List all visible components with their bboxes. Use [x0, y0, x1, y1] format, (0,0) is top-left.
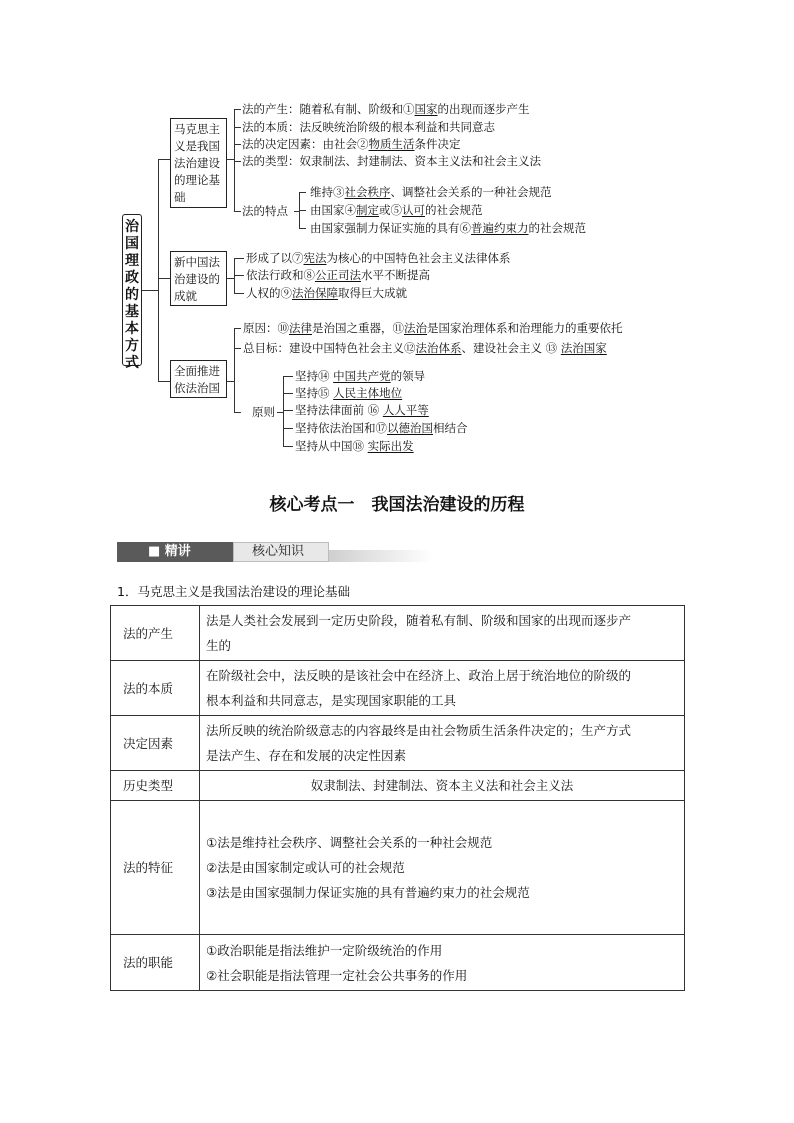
table-row-head: 法的产生: [111, 606, 200, 661]
branch2-item-2: 依法行政和⑧公正司法水平不断提高: [246, 268, 430, 282]
table-row: [111, 606, 685, 661]
table-row-content: 在阶级社会中，法反映的是该社会中在经济上、政治上居于统治地位的阶级的 根本利益和共同意志，是实现国家职能的工具: [200, 661, 685, 716]
branch2-item-3: 人权的⑨法治保障取得巨大成就: [246, 286, 407, 300]
branch1-sub-item-3: 由国家强制力保证实施的具有⑥普遍约束力的社会规范: [310, 221, 586, 235]
table-row: [111, 801, 685, 935]
branch1-sub-item-2: 由国家④制定或⑤认可的社会规范: [310, 203, 483, 217]
branch1-sub-label: 法的特点: [242, 204, 288, 218]
table-row: [111, 661, 685, 716]
branch1-item-3: 法的决定因素：由社会②物质生活条件决定: [242, 137, 461, 151]
branch1-item-4: 法的类型：奴隶制法、封建制法、资本主义法和社会主义法: [242, 154, 541, 168]
section-title: 1．马克思主义是我国法治建设的理论基础: [117, 584, 350, 599]
table-row-head: 决定因素: [111, 716, 200, 771]
branch3-goal: 总目标：建设中国特色社会主义⑫法治体系、建设社会主义 ⑬ 法治国家: [243, 341, 607, 355]
table-row: [111, 935, 685, 991]
principle-4: 坚持依法治国和⑰以德治国相结合: [295, 421, 468, 435]
table-row-head: 法的本质: [111, 661, 200, 716]
branch-box-achievements: 新中国法治建设的成就: [170, 251, 227, 306]
branch1-sub-item-1: 维持③社会秩序、调整社会关系的一种社会规范: [310, 185, 552, 199]
branch3-principle-label: 原则: [252, 405, 275, 419]
table-row-content: ①法是维持社会秩序、调整社会关系的一种社会规范 ②法是由国家制定或认可的社会规范 ③法是由国家强制力保证实施的具有普遍约束力的社会规范: [200, 801, 685, 935]
table-row-content: 法是人类社会发展到一定历史阶段，随着私有制、阶级和国家的出现而逐步产 生的: [200, 606, 685, 661]
table-row-content: 法所反映的统治阶级意志的内容最终是由社会物质生活条件决定的；生产方式 是法产生、存在和发展的决定性因素: [200, 716, 685, 771]
principle-3: 坚持法律面前 ⑯ 人人平等: [295, 403, 429, 417]
mindmap-root: 治国理政的基本方式: [122, 214, 142, 366]
branch-box-rule-of-law: 全面推进依法治国: [170, 360, 227, 398]
branch2-item-1: 形成了以⑦宪法为核心的中国特色社会主义法律体系: [246, 251, 511, 265]
principle-2: 坚持⑮ 人民主体地位: [295, 386, 403, 400]
principle-5: 坚持从中国⑱ 实际出发: [295, 439, 414, 453]
principle-1: 坚持⑭ 中国共产党的领导: [295, 369, 426, 383]
table-row: [111, 716, 685, 771]
table-row-head: 历史类型: [111, 771, 200, 801]
branch3-reason: 原因：⑩法律是治国之重器，⑪法治是国家治理体系和治理能力的重要依托: [243, 321, 623, 335]
table-row: [111, 771, 685, 801]
branch-box-marxism: 马克思主义是我国法治建设的理论基础: [170, 118, 227, 208]
knowledge-table: [110, 605, 685, 991]
table-row-head: 法的特征: [111, 801, 200, 935]
tag-bar-left: ■ 精讲: [148, 544, 191, 559]
section-heading: 核心考点一 我国法治建设的历程: [269, 495, 525, 515]
table-row-head: 法的职能: [111, 935, 200, 991]
tag-bar-right: 核心知识: [252, 544, 305, 559]
table-row-content: ①政治职能是指法维护一定阶级统治的作用 ②社会职能是指法管理一定社会公共事务的作用: [200, 935, 685, 991]
branch1-item-1: 法的产生：随着私有制、阶级和①国家的出现而逐步产生: [242, 102, 530, 116]
branch1-item-2: 法的本质：法反映统治阶级的根本利益和共同意志: [242, 120, 495, 134]
table-row-content: 奴隶制法、封建制法、资本主义法和社会主义法: [200, 771, 685, 801]
